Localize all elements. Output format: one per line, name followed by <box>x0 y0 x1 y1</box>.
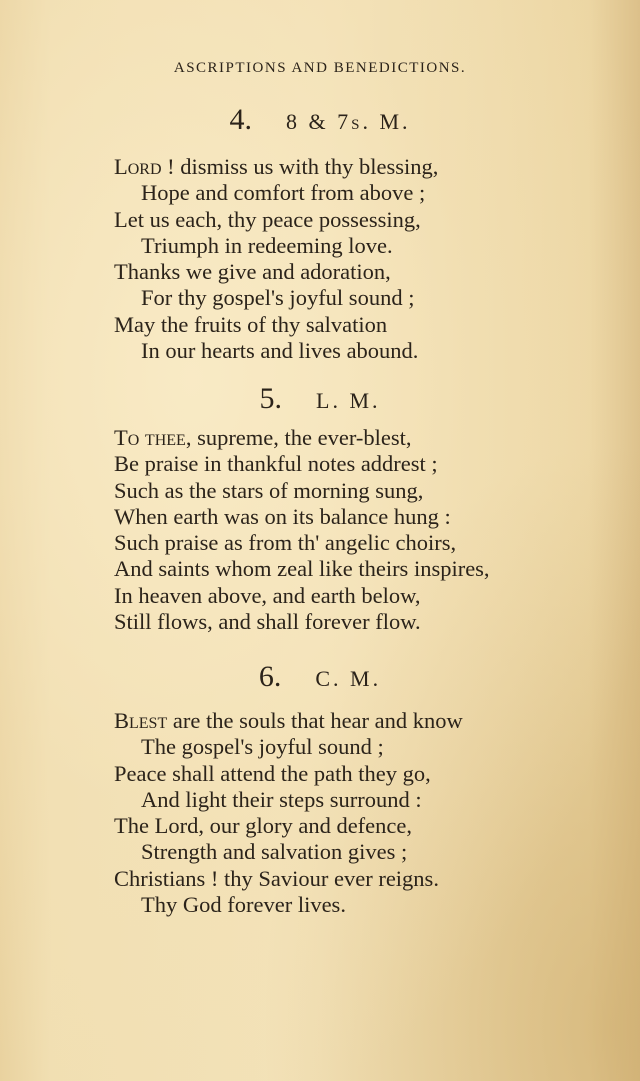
verse-line: Strength and salvation gives ; <box>141 839 408 865</box>
hymn-meter: L. M. <box>316 388 381 413</box>
verse-line: In our hearts and lives abound. <box>141 338 419 364</box>
verse-line: And light their steps surround : <box>141 786 422 812</box>
hymn-heading <box>0 103 640 137</box>
verse-line: Let us each, thy peace possessing, <box>114 206 421 232</box>
hymn-meter: C. M. <box>315 666 382 691</box>
verse-line: And saints whom zeal like theirs inspires, <box>114 556 490 582</box>
verse-line: Peace shall attend the path they go, <box>114 760 431 786</box>
verse-line <box>114 154 438 180</box>
verse-line: Thy God forever lives. <box>141 892 346 918</box>
verse-line: Still flows, and shall forever flow. <box>114 609 421 635</box>
verse-line: In heaven above, and earth below, <box>114 582 421 608</box>
verse-line: Such praise as from th' angelic choirs, <box>114 530 457 556</box>
verse-line: Triumph in redeeming love. <box>141 232 393 258</box>
verse-line: Hope and comfort from above ; <box>141 180 426 206</box>
verse-line: Christians ! thy Saviour ever reigns. <box>114 865 439 891</box>
verse-text: , supreme, the ever-blest, <box>185 425 412 450</box>
verse-line <box>114 425 490 451</box>
verse-lead-word: Lord <box>114 154 162 179</box>
verse-line: May the fruits of thy salvation <box>114 311 388 337</box>
verse-line: Be praise in thankful notes addrest ; <box>114 451 438 477</box>
verse-line: The Lord, our glory and defence, <box>114 813 413 839</box>
hymn-heading <box>0 382 640 416</box>
hymn-number: 4. <box>229 103 252 136</box>
hymn-meter: 8 & 7s. M. <box>285 109 411 134</box>
verse-text: are the souls that hear and know <box>167 708 463 733</box>
hymn-stanza <box>114 425 490 635</box>
hymn-number: 6. <box>258 660 282 693</box>
verse-lead-word: To thee <box>114 425 186 450</box>
verse-line: For thy gospel's joyful sound ; <box>141 285 415 311</box>
verse-line: Thanks we give and adoration, <box>114 259 391 285</box>
hymn-heading <box>0 660 640 694</box>
verse-line: When earth was on its balance hung : <box>114 503 451 529</box>
verse-line: Such as the stars of morning sung, <box>114 477 424 503</box>
verse-lead-word: Blest <box>114 708 168 733</box>
verse-text: ! dismiss us with thy blessing, <box>161 154 439 179</box>
hymn-stanza <box>114 708 463 918</box>
hymn-stanza <box>114 154 438 364</box>
verse-line <box>114 708 463 734</box>
running-head: ASCRIPTIONS AND BENEDICTIONS. <box>173 60 467 76</box>
verse-line: The gospel's joyful sound ; <box>141 734 384 760</box>
hymn-number: 5. <box>259 382 282 415</box>
